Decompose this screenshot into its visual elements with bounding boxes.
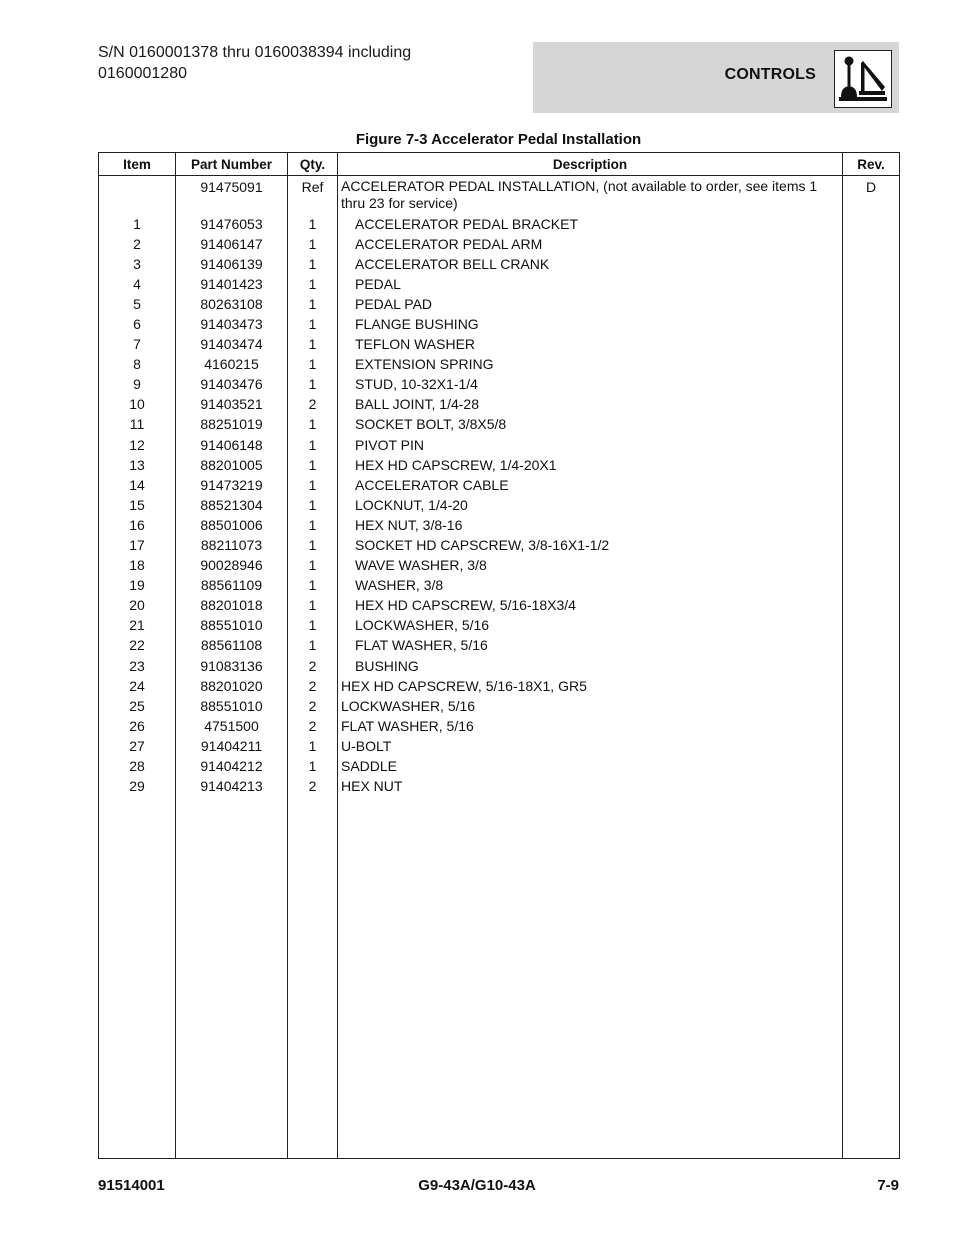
table-row [99,656,900,676]
cell-item: 17 [99,535,176,555]
cell-part-number: 91473219 [176,475,288,495]
cell-part-number: 91476053 [176,214,288,234]
table-row [99,234,900,254]
table-row [99,254,900,274]
table-row [99,716,900,736]
table-row [99,736,900,756]
cell-part-number: 88251019 [176,414,288,434]
cell-item: 28 [99,756,176,776]
table-row [99,615,900,635]
cell-qty: 1 [288,475,338,495]
footer-model: G9-43A/G10-43A [418,1177,536,1194]
cell-rev [843,214,900,234]
cell-part-number: 91406147 [176,234,288,254]
filler-cell [843,796,900,1158]
cell-item: 12 [99,435,176,455]
serial-number-header [98,42,518,84]
table-row [99,515,900,535]
cell-qty: 1 [288,414,338,434]
cell-description: HEX NUT [338,776,843,796]
cell-qty: 1 [288,575,338,595]
parts-table-body [99,176,900,1159]
cell-part-number: 4751500 [176,716,288,736]
cell-item: 8 [99,354,176,374]
parts-table [98,152,900,1159]
col-header-part-number: Part Number [176,153,288,176]
cell-description: ACCELERATOR PEDAL BRACKET [338,214,843,234]
cell-item: 26 [99,716,176,736]
table-row [99,495,900,515]
cell-description: SADDLE [338,756,843,776]
col-header-description: Description [338,153,843,176]
cell-description: ACCELERATOR BELL CRANK [338,254,843,274]
section-title: CONTROLS [724,66,816,83]
cell-qty: 1 [288,334,338,354]
cell-description: SOCKET BOLT, 3/8X5/8 [338,414,843,434]
col-header-item: Item [99,153,176,176]
figure-title: Figure 7-3 Accelerator Pedal Installation [355,131,642,148]
cell-part-number: 88551010 [176,696,288,716]
cell-qty: 1 [288,635,338,655]
cell-qty: 1 [288,515,338,535]
section-banner [533,42,899,113]
cell-qty: 2 [288,656,338,676]
footer-page-number: 7-9 [877,1177,899,1194]
cell-rev [843,234,900,254]
serial-line-2: 0160001280 [98,65,187,82]
table-row [99,676,900,696]
table-row [99,535,900,555]
cell-item: 3 [99,254,176,274]
table-row [99,294,900,314]
cell-rev [843,314,900,334]
cell-rev [843,495,900,515]
cell-part-number: 91083136 [176,656,288,676]
cell-rev [843,435,900,455]
cell-part-number: 88561109 [176,575,288,595]
cell-part-number: 88521304 [176,495,288,515]
cell-qty: 2 [288,676,338,696]
col-header-qty: Qty. [288,153,338,176]
cell-qty: 1 [288,756,338,776]
cell-part-number: 88211073 [176,535,288,555]
cell-item: 21 [99,615,176,635]
cell-part-number: 91475091 [176,176,288,214]
cell-qty: 1 [288,615,338,635]
table-row [99,354,900,374]
cell-item: 25 [99,696,176,716]
cell-rev [843,776,900,796]
joystick-lever-icon [834,50,892,108]
cell-item: 18 [99,555,176,575]
table-row [99,274,900,294]
table-row [99,696,900,716]
cell-qty: 1 [288,274,338,294]
table-row [99,314,900,334]
cell-item: 23 [99,656,176,676]
cell-part-number: 91403521 [176,394,288,414]
cell-item: 19 [99,575,176,595]
cell-description: PIVOT PIN [338,435,843,455]
cell-rev: D [843,176,900,214]
cell-description: WASHER, 3/8 [338,575,843,595]
cell-qty: 1 [288,595,338,615]
cell-item: 22 [99,635,176,655]
filler-cell [288,796,338,1158]
cell-rev [843,394,900,414]
cell-item: 6 [99,314,176,334]
filler-cell [176,796,288,1158]
cell-item [99,176,176,214]
cell-description: FLAT WASHER, 5/16 [338,635,843,655]
cell-part-number: 90028946 [176,555,288,575]
table-row [99,635,900,655]
filler-cell [338,796,843,1158]
table-row [99,475,900,495]
cell-part-number: 88561108 [176,635,288,655]
cell-description: U-BOLT [338,736,843,756]
cell-rev [843,535,900,555]
cell-qty: 1 [288,354,338,374]
table-row [99,435,900,455]
cell-rev [843,575,900,595]
table-header-row [99,153,900,176]
cell-description: STUD, 10-32X1-1/4 [338,374,843,394]
cell-item: 11 [99,414,176,434]
cell-rev [843,455,900,475]
cell-part-number: 4160215 [176,354,288,374]
cell-rev [843,254,900,274]
table-row [99,455,900,475]
cell-description: ACCELERATOR CABLE [338,475,843,495]
cell-part-number: 91403474 [176,334,288,354]
cell-qty: 1 [288,736,338,756]
table-row [99,214,900,234]
cell-description: WAVE WASHER, 3/8 [338,555,843,575]
cell-item: 15 [99,495,176,515]
table-row [99,394,900,414]
cell-item: 5 [99,294,176,314]
cell-rev [843,475,900,495]
cell-part-number: 88201018 [176,595,288,615]
cell-part-number: 88551010 [176,615,288,635]
cell-qty: 1 [288,254,338,274]
table-row [99,414,900,434]
cell-qty: 1 [288,374,338,394]
cell-rev [843,615,900,635]
cell-item: 10 [99,394,176,414]
cell-description: LOCKWASHER, 5/16 [338,615,843,635]
cell-item: 1 [99,214,176,234]
cell-item: 24 [99,676,176,696]
cell-description: LOCKWASHER, 5/16 [338,696,843,716]
cell-part-number: 91401423 [176,274,288,294]
cell-rev [843,656,900,676]
cell-rev [843,354,900,374]
cell-qty: 1 [288,435,338,455]
cell-rev [843,756,900,776]
cell-qty: Ref [288,176,338,214]
cell-qty: 1 [288,314,338,334]
cell-item: 29 [99,776,176,796]
table-row [99,176,900,214]
cell-part-number: 91404211 [176,736,288,756]
cell-item: 7 [99,334,176,354]
cell-qty: 2 [288,776,338,796]
cell-qty: 2 [288,696,338,716]
cell-rev [843,274,900,294]
cell-description: FLAT WASHER, 5/16 [338,716,843,736]
cell-qty: 1 [288,294,338,314]
cell-qty: 1 [288,214,338,234]
cell-item: 9 [99,374,176,394]
cell-description: TEFLON WASHER [338,334,843,354]
col-header-rev: Rev. [843,153,900,176]
table-row [99,555,900,575]
cell-part-number: 91406139 [176,254,288,274]
cell-rev [843,414,900,434]
cell-description: LOCKNUT, 1/4-20 [338,495,843,515]
table-row [99,575,900,595]
cell-part-number: 91403476 [176,374,288,394]
cell-description: FLANGE BUSHING [338,314,843,334]
cell-qty: 1 [288,455,338,475]
cell-item: 14 [99,475,176,495]
cell-rev [843,736,900,756]
cell-description: PEDAL [338,274,843,294]
cell-description: SOCKET HD CAPSCREW, 3/8-16X1-1/2 [338,535,843,555]
cell-item: 2 [99,234,176,254]
cell-qty: 2 [288,394,338,414]
cell-description: BALL JOINT, 1/4-28 [338,394,843,414]
cell-description: HEX HD CAPSCREW, 1/4-20X1 [338,455,843,475]
cell-part-number: 88501006 [176,515,288,535]
table-row [99,776,900,796]
cell-item: 16 [99,515,176,535]
cell-qty: 1 [288,495,338,515]
cell-part-number: 80263108 [176,294,288,314]
cell-rev [843,334,900,354]
cell-description: HEX NUT, 3/8-16 [338,515,843,535]
cell-description: PEDAL PAD [338,294,843,314]
cell-item: 13 [99,455,176,475]
cell-rev [843,555,900,575]
cell-part-number: 91404213 [176,776,288,796]
cell-rev [843,515,900,535]
cell-rev [843,294,900,314]
cell-rev [843,595,900,615]
cell-qty: 2 [288,716,338,736]
cell-description: HEX HD CAPSCREW, 5/16-18X1, GR5 [338,676,843,696]
cell-rev [843,696,900,716]
cell-item: 27 [99,736,176,756]
cell-description: EXTENSION SPRING [338,354,843,374]
cell-qty: 1 [288,234,338,254]
cell-part-number: 91404212 [176,756,288,776]
cell-rev [843,676,900,696]
cell-description: BUSHING [338,656,843,676]
cell-description [338,176,843,214]
cell-qty: 1 [288,535,338,555]
cell-rev [843,635,900,655]
serial-line-1: S/N 0160001378 thru 0160038394 including [98,44,412,61]
table-row [99,756,900,776]
cell-rev [843,374,900,394]
cell-part-number: 91403473 [176,314,288,334]
filler-cell [99,796,176,1158]
cell-description: ACCELERATOR PEDAL ARM [338,234,843,254]
table-row [99,334,900,354]
cell-part-number: 88201005 [176,455,288,475]
cell-item: 4 [99,274,176,294]
cell-item: 20 [99,595,176,615]
cell-rev [843,716,900,736]
table-filler-row [99,796,900,1158]
cell-part-number: 88201020 [176,676,288,696]
table-row [99,595,900,615]
footer-document-number: 91514001 [98,1177,165,1194]
cell-description: HEX HD CAPSCREW, 5/16-18X3/4 [338,595,843,615]
description-text: ACCELERATOR PEDAL INSTALLATION, (not available to order, see items 1 thru 23 for service) [341,178,818,211]
cell-part-number: 91406148 [176,435,288,455]
cell-qty: 1 [288,555,338,575]
table-row [99,374,900,394]
